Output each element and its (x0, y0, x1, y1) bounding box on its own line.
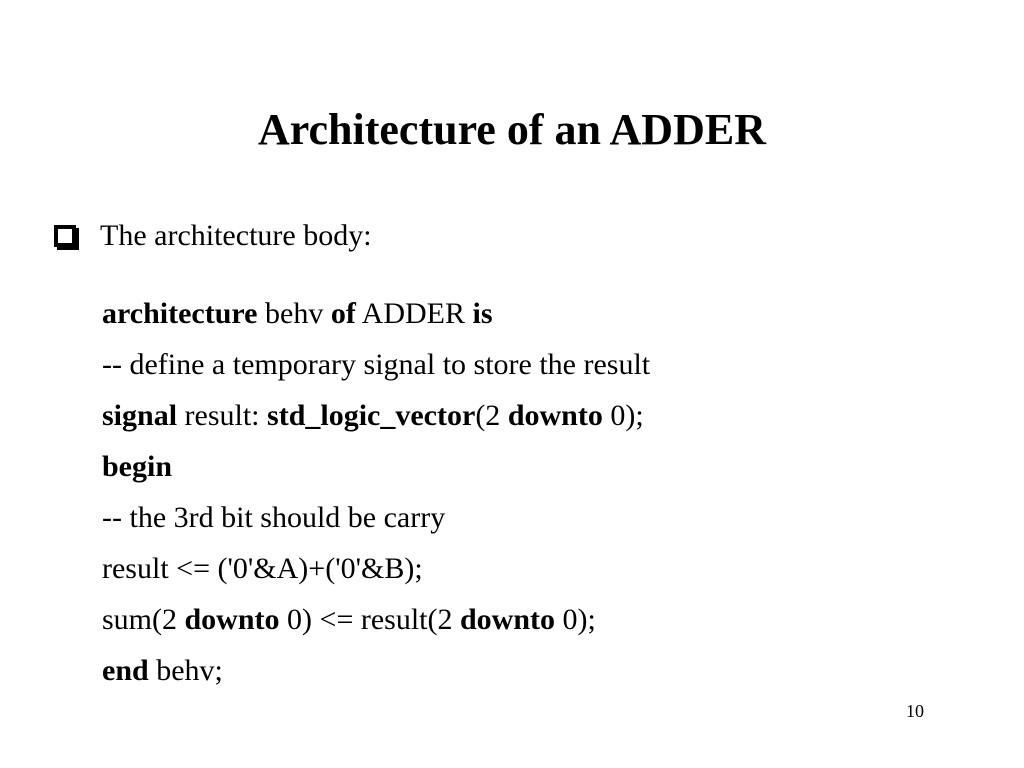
code-keyword: signal (102, 399, 178, 432)
code-line (102, 339, 982, 390)
code-line (102, 390, 982, 441)
code-keyword: downto (507, 399, 603, 432)
code-text: behv; (148, 654, 223, 687)
code-keyword: of (330, 297, 356, 330)
code-text: behv (257, 297, 331, 330)
code-text: -- the 3rd bit should be carry (102, 501, 446, 534)
code-block (102, 288, 982, 696)
code-text: result: (177, 399, 268, 432)
bullet-item (54, 216, 372, 256)
code-line (102, 492, 982, 543)
code-text: 0); (555, 603, 596, 636)
code-text: ADDER (355, 297, 473, 330)
code-keyword: end (102, 654, 149, 687)
slide-title: Architecture of an ADDER (258, 105, 766, 154)
code-line (102, 645, 982, 696)
code-keyword: architecture (102, 297, 258, 330)
code-line (102, 288, 982, 339)
code-text: sum(2 (102, 603, 185, 636)
code-keyword: downto (460, 603, 556, 636)
code-text: -- define a temporary signal to store the result (102, 348, 651, 381)
code-text: (2 (475, 399, 508, 432)
code-text: 0) <= result(2 (279, 603, 460, 636)
code-text: 0); (602, 399, 644, 432)
page-number: 10 (906, 701, 924, 721)
code-keyword: begin (102, 450, 173, 483)
bullet-text: The architecture body: (100, 219, 372, 252)
code-line (102, 441, 982, 492)
code-text: result <= ('0'&A)+('0'&B); (102, 552, 423, 585)
code-keyword: std_logic_vector (267, 399, 476, 432)
code-keyword: downto (184, 603, 280, 636)
code-line (102, 543, 982, 594)
square-bullet-icon (54, 225, 76, 247)
code-line (102, 594, 982, 645)
code-keyword: is (472, 297, 493, 330)
